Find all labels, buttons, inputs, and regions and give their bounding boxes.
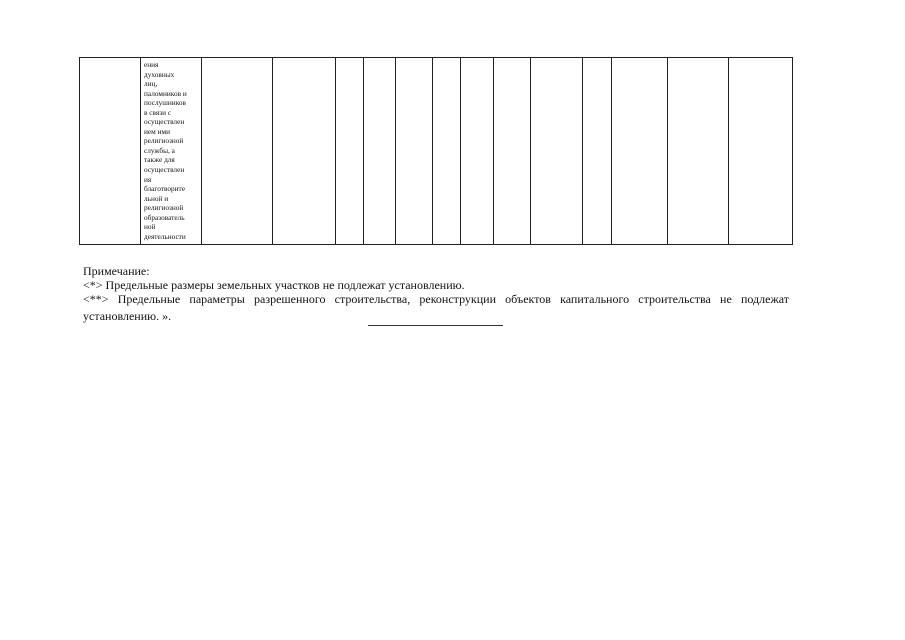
cell-line: паломников и: [144, 88, 187, 98]
cell-line: деятельности: [144, 231, 186, 241]
cell-line: также для: [144, 155, 175, 165]
table-cell-text: [144, 60, 202, 241]
cell-line: осуществлен: [144, 117, 185, 127]
cell-line: лиц,: [144, 79, 158, 89]
cell-line: службы, а: [144, 145, 175, 155]
column-divider: [460, 58, 461, 244]
cell-line: льной и: [144, 193, 169, 203]
column-divider: [335, 58, 336, 244]
note-heading: Примечание:: [83, 264, 150, 278]
cell-line: духовных: [144, 69, 175, 79]
cell-line: послушников: [144, 98, 186, 108]
cell-line: религиозной: [144, 203, 184, 213]
cell-line: религиозной: [144, 136, 184, 146]
note-1: <*> Предельные размеры земельных участков не подлежат установлению.: [83, 278, 465, 292]
cell-line: ия: [144, 174, 152, 184]
column-divider: [432, 58, 433, 244]
cell-line: ения: [144, 60, 159, 69]
column-divider: [667, 58, 668, 244]
cell-line: ием ими: [144, 126, 171, 136]
cell-line: осуществлен: [144, 165, 185, 175]
column-divider: [272, 58, 273, 244]
column-divider: [611, 58, 612, 244]
column-divider: [140, 58, 141, 244]
column-divider: [582, 58, 583, 244]
note-2-line-2: установлению. ».: [83, 309, 172, 323]
note-2-line-1: <**> Предельные параметры разрешенного строительства, реконструкции объектов капитального строительства не подлежат: [83, 292, 789, 306]
end-rule: [368, 325, 503, 326]
cell-line: благотворите: [144, 184, 185, 194]
cell-line: образователь: [144, 212, 185, 222]
column-divider: [363, 58, 364, 244]
column-divider: [493, 58, 494, 244]
cell-line: в связи с: [144, 107, 172, 117]
column-divider: [728, 58, 729, 244]
column-divider: [395, 58, 396, 244]
cell-line: ной: [144, 222, 156, 232]
column-divider: [530, 58, 531, 244]
